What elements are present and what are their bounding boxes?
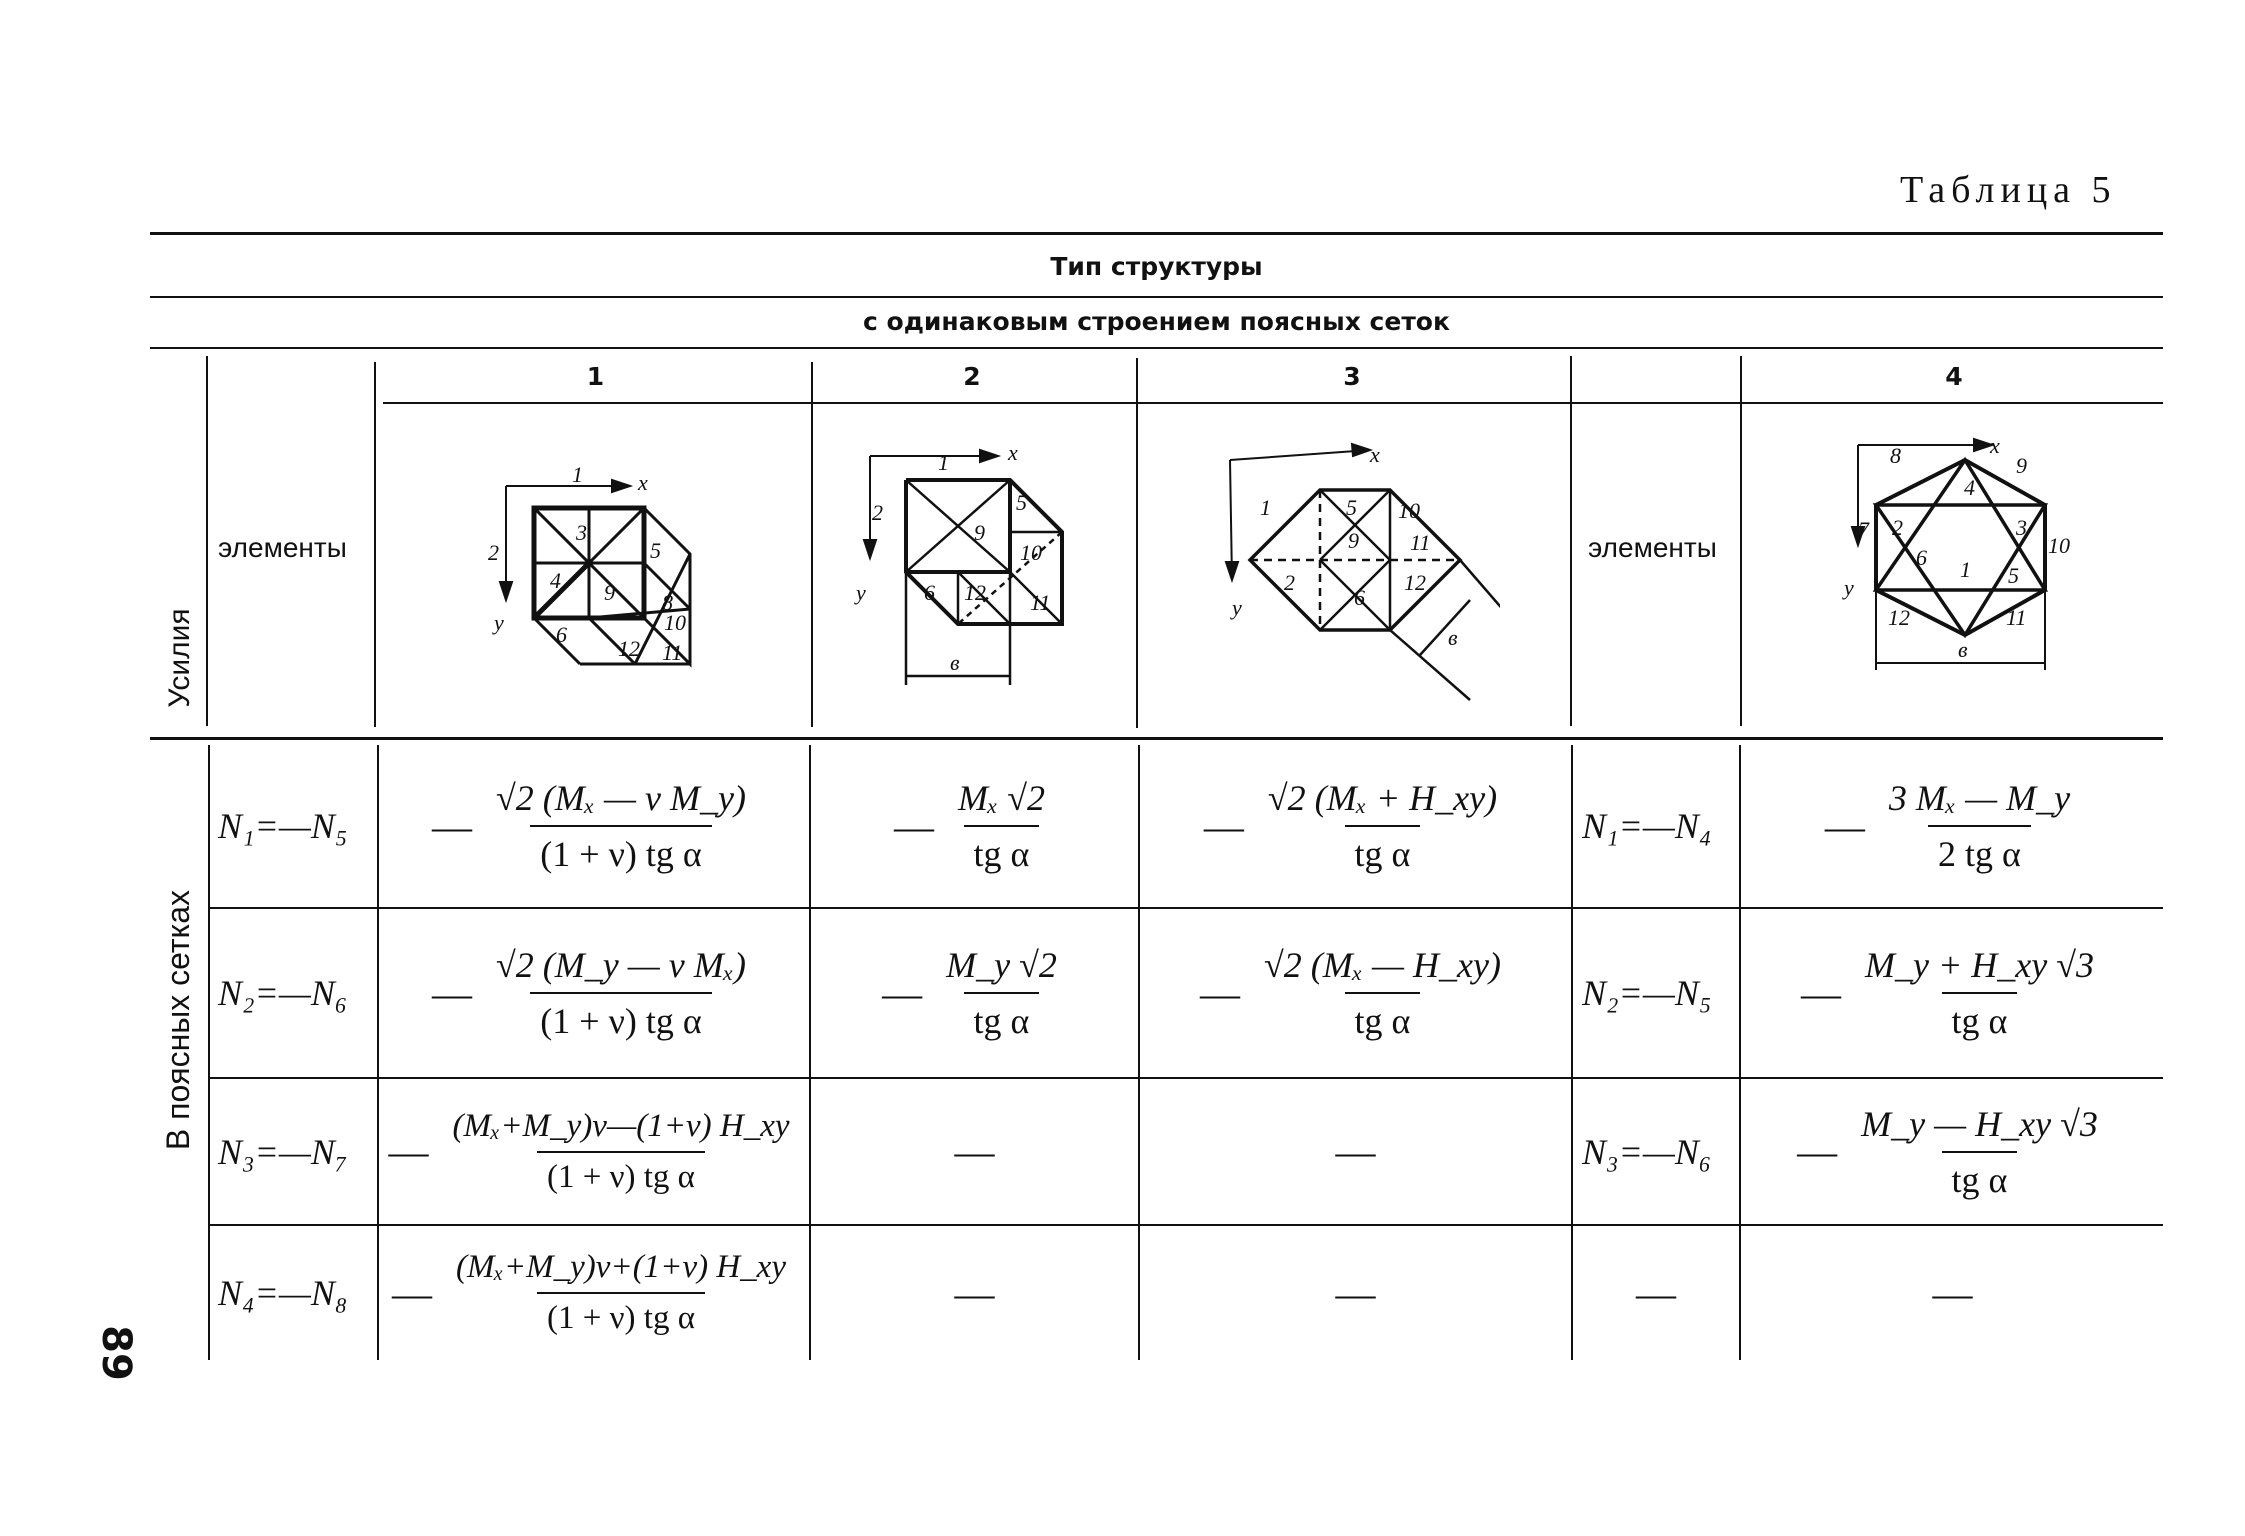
svg-text:10: 10 <box>1020 540 1042 565</box>
row1-cell-3: — $\frac{\text{√2 (Mₓ + H\_xy)}}{\text{tg α}}$ <box>1203 778 1498 874</box>
elements-label-left: элементы <box>218 532 347 563</box>
structure-subtype-heading: с одинаковым строением поясных сеток <box>863 307 1450 336</box>
svg-text:6: 6 <box>556 622 567 647</box>
row3-cell-1: — $\frac{\text{(Mₓ+M\_y)ν—(1+ν) H\_xy}}{\text{(1 + ν) tg α}}$ <box>388 1107 790 1195</box>
column-number-2: 2 <box>963 362 981 391</box>
vrule-b-a <box>208 745 210 1360</box>
row2-cell-1: — $\frac{\text{√2 (M\_y — ν Mₓ)}}{\text{(1 + ν) tg α}}$ <box>432 945 746 1041</box>
structure-type-heading: Тип структуры <box>1050 252 1263 281</box>
row3-cell-2: — <box>954 1129 995 1174</box>
svg-text:6: 6 <box>1354 585 1365 610</box>
svg-text:11: 11 <box>1410 530 1431 555</box>
svg-text:6: 6 <box>1916 545 1927 570</box>
row4-cell-1: — $\frac{\text{(Mₓ+M\_y)ν+(1+ν) H\_xy}}{\text{(1 + ν) tg α}}$ <box>392 1249 786 1336</box>
structure-diagram-3 <box>1220 440 1500 710</box>
row1-cell-1: — $\frac{\text{√2 (Mₓ — ν M\_y)}}{\text{(1 + ν) tg α}}$ <box>432 778 746 874</box>
svg-text:5: 5 <box>2008 563 2019 588</box>
svg-text:x: x <box>1990 433 2000 458</box>
vrule-h-c <box>811 362 813 727</box>
svg-text:x: x <box>1008 440 1018 465</box>
structure-diagram-1 <box>480 460 720 680</box>
vrule-h-d <box>1136 358 1138 728</box>
svg-text:3: 3 <box>576 520 587 545</box>
svg-text:10: 10 <box>1398 498 1420 523</box>
table-caption: Таблица 5 <box>1900 169 2117 211</box>
row2-cell-2: — $\frac{M\_y √2}{\text{tg α}}$ <box>882 945 1057 1041</box>
elements-label-right: элементы <box>1588 532 1717 563</box>
rule-col-numbers <box>383 402 2163 404</box>
row2-label-right: N₂=—N₅ <box>1582 973 1712 1013</box>
svg-text:12: 12 <box>1404 570 1426 595</box>
svg-text:10: 10 <box>664 610 686 635</box>
svg-text:11: 11 <box>2006 605 2027 630</box>
svg-text:12: 12 <box>618 636 640 661</box>
row3-cell-3: — <box>1335 1129 1376 1174</box>
svg-text:1: 1 <box>1960 557 1971 582</box>
svg-text:2: 2 <box>488 540 499 565</box>
column-number-3: 3 <box>1343 362 1361 391</box>
structure-diagram-2 <box>850 440 1100 690</box>
svg-text:1: 1 <box>938 450 949 475</box>
svg-text:4: 4 <box>550 568 561 593</box>
row3-label-left: N₃=—N₇ <box>218 1131 348 1172</box>
column-number-4: 4 <box>1945 362 1963 391</box>
page-number: 89 <box>92 1325 139 1381</box>
row4-label-right: — <box>1636 1270 1676 1316</box>
svg-text:8: 8 <box>1890 443 1901 468</box>
svg-text:y: y <box>1232 595 1242 620</box>
row1-label-left: N₁=—N₅ <box>218 806 348 846</box>
svg-text:9: 9 <box>2016 453 2027 478</box>
svg-text:y: y <box>1844 575 1854 600</box>
svg-text:1: 1 <box>572 462 583 487</box>
svg-text:5: 5 <box>1346 495 1357 520</box>
row3-cell-4: — $\frac{M\_y — H\_xy √3}{\text{tg α}}$ <box>1797 1103 2098 1200</box>
row1-cell-4: — $\frac{\text{3 Mₓ — M\_y}}{\text{2 tg α}}$ <box>1824 778 2071 874</box>
rule-header-2 <box>150 347 2163 349</box>
rule-header-1 <box>150 296 2163 298</box>
row4-cell-4: — <box>1932 1270 1973 1316</box>
row4-cell-2: — <box>954 1270 995 1316</box>
svg-text:x: x <box>638 470 648 495</box>
svg-text:в: в <box>950 650 960 675</box>
row1-label-right: N₁=—N₄ <box>1582 806 1712 846</box>
side-label: В поясных сетках <box>160 889 196 1151</box>
svg-text:8: 8 <box>662 590 673 615</box>
svg-text:4: 4 <box>1964 475 1975 500</box>
svg-text:5: 5 <box>650 538 661 563</box>
svg-text:1: 1 <box>1260 495 1271 520</box>
svg-text:11: 11 <box>1030 590 1051 615</box>
svg-text:10: 10 <box>2048 533 2070 558</box>
svg-text:y: y <box>856 580 866 605</box>
svg-text:11: 11 <box>662 640 683 665</box>
svg-text:в: в <box>1448 625 1458 650</box>
vrule-h-b <box>374 362 376 727</box>
svg-text:5: 5 <box>1016 490 1027 515</box>
row1-cell-2: — $\frac{\text{Mₓ √2}}{\text{tg α}}$ <box>894 778 1045 874</box>
vrule-h-a <box>206 356 208 726</box>
vrule-b-d <box>1138 745 1140 1360</box>
svg-text:в: в <box>1958 637 1968 662</box>
row2-cell-3: — $\frac{\text{√2 (Mₓ — H\_xy)}}{\text{tg α}}$ <box>1200 945 1501 1041</box>
svg-text:12: 12 <box>964 580 986 605</box>
svg-text:2: 2 <box>1892 515 1903 540</box>
svg-text:9: 9 <box>974 520 985 545</box>
rule-header-bottom <box>150 737 2163 740</box>
vrule-h-f <box>1740 356 1742 726</box>
svg-text:12: 12 <box>1888 605 1910 630</box>
svg-text:9: 9 <box>1348 528 1359 553</box>
structure-diagram-4 <box>1840 425 2080 685</box>
svg-text:2: 2 <box>872 500 883 525</box>
rule-top <box>150 232 2163 235</box>
forces-label: Усилия <box>163 608 196 708</box>
svg-text:6: 6 <box>924 580 935 605</box>
svg-text:x: x <box>1370 442 1380 467</box>
column-number-1: 1 <box>586 362 605 391</box>
svg-text:3: 3 <box>2016 515 2027 540</box>
svg-text:7: 7 <box>1858 517 1869 542</box>
row4-label-left: N₄=—N₈ <box>218 1273 348 1313</box>
svg-text:y: y <box>494 610 504 635</box>
row4-cell-3: — <box>1335 1270 1376 1316</box>
row3-label-right: N₃=—N₆ <box>1582 1131 1712 1172</box>
vrule-h-e <box>1570 356 1572 726</box>
svg-text:9: 9 <box>604 580 615 605</box>
svg-text:2: 2 <box>1284 570 1295 595</box>
row2-label-left: N₂=—N₆ <box>218 973 348 1013</box>
row2-cell-4: — $\frac{M\_y + H\_xy √3}{\text{tg α}}$ <box>1801 945 2094 1041</box>
vrule-b-c <box>809 745 811 1360</box>
